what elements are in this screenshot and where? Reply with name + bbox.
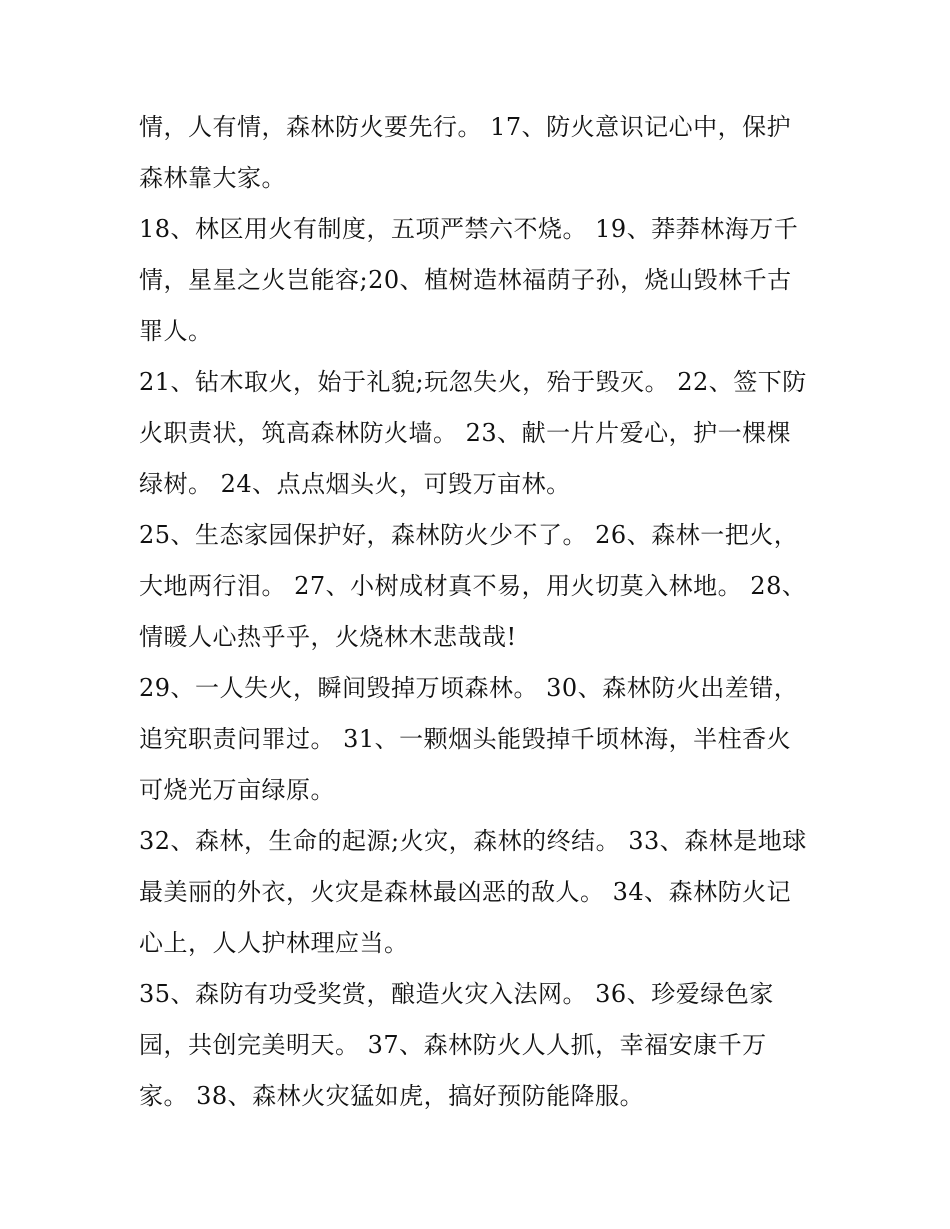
text-line: 29、一人失火，瞬间毁掉万顷森林。 30、森林防火出差错， bbox=[139, 674, 799, 702]
text-line: 森林靠大家。 bbox=[139, 164, 286, 192]
paragraph-5 bbox=[139, 663, 819, 816]
text-line: 25、生态家园保护好，森林防火少不了。 26、森林一把火， bbox=[139, 521, 799, 549]
text-line: 35、森防有功受奖赏，酿造火灾入法网。 36、珍爱绿色家 bbox=[139, 980, 774, 1008]
text-line: 大地两行泪。 27、小树成材真不易，用火切莫入林地。 28、 bbox=[139, 572, 807, 600]
text-line: 32、森林，生命的起源;火灾，森林的终结。 33、森林是地球 bbox=[139, 827, 807, 855]
text-line: 21、钻木取火，始于礼貌;玩忽失火，殆于毁灭。 22、签下防 bbox=[139, 368, 807, 396]
text-line: 火职责状，筑高森林防火墙。 23、献一片片爱心，护一棵棵 bbox=[139, 419, 792, 447]
paragraph-1 bbox=[139, 102, 819, 204]
paragraph-7 bbox=[139, 969, 819, 1122]
paragraph-4 bbox=[139, 510, 819, 663]
text-line: 可烧光万亩绿原。 bbox=[139, 776, 335, 804]
text-line: 追究职责问罪过。 31、一颗烟头能毁掉千顷林海，半柱香火 bbox=[139, 725, 792, 753]
text-line: 情，人有情，森林防火要先行。 17、防火意识记心中，保护 bbox=[139, 113, 792, 141]
text-line: 情，星星之火岂能容;20、植树造林福荫子孙，烧山毁林千古 bbox=[139, 266, 792, 294]
paragraph-3 bbox=[139, 357, 819, 510]
paragraph-2 bbox=[139, 204, 819, 357]
paragraph-6 bbox=[139, 816, 819, 969]
text-line: 绿树。 24、点点烟头火，可毁万亩林。 bbox=[139, 470, 571, 498]
text-line: 最美丽的外衣，火灾是森林最凶恶的敌人。 34、森林防火记 bbox=[139, 878, 792, 906]
text-line: 园，共创完美明天。 37、森林防火人人抓，幸福安康千万 bbox=[139, 1031, 767, 1059]
text-line: 情暖人心热乎乎，火烧林木悲哉哉! bbox=[139, 623, 517, 651]
text-line: 罪人。 bbox=[139, 317, 213, 345]
text-line: 心上，人人护林理应当。 bbox=[139, 929, 409, 957]
document-body bbox=[139, 102, 819, 1122]
text-line: 18、林区用火有制度，五项严禁六不烧。 19、莽莽林海万千 bbox=[139, 215, 799, 243]
text-line: 家。 38、森林火灾猛如虎，搞好预防能降服。 bbox=[139, 1082, 645, 1110]
